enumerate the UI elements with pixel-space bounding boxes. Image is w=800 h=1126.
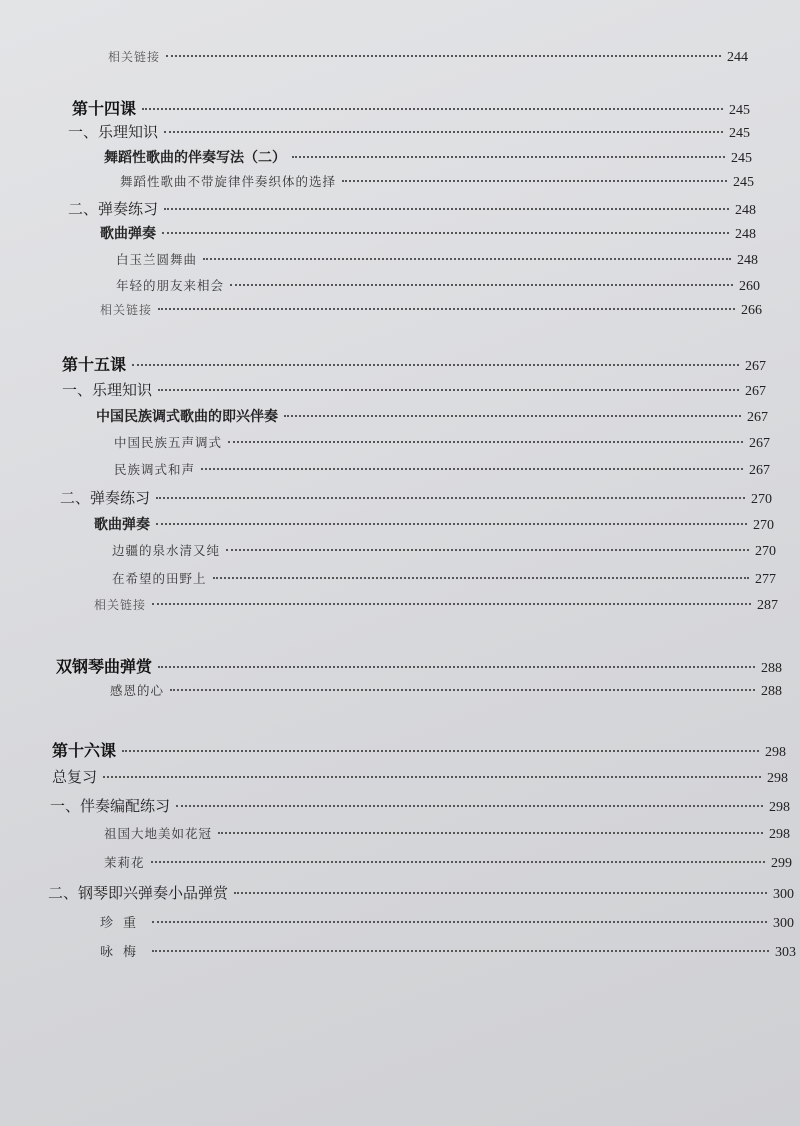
toc-entry-page: 298 (765, 745, 786, 760)
toc-entry-page: 267 (747, 410, 768, 425)
toc-entry (114, 460, 770, 479)
toc-entry-title: 双钢琴曲弹赏 (56, 657, 153, 676)
toc-entry (94, 514, 774, 534)
toc-entry (112, 541, 776, 560)
toc-entry-title: 二、钢琴即兴弹奏小品弹赏 (48, 884, 229, 902)
toc-entry-title: 感恩的心 (110, 683, 165, 698)
toc-entry-title: 一、伴奏编配练习 (50, 797, 171, 815)
toc-entry-page: 266 (741, 303, 762, 318)
toc-entry-page: 277 (755, 572, 776, 587)
toc-entry-title: 相关链接 (100, 303, 153, 317)
toc-entry (116, 276, 760, 295)
dot-leader (164, 208, 729, 210)
toc-entry (62, 352, 766, 375)
toc-entry (104, 824, 790, 843)
toc-entry-page: 245 (729, 103, 750, 118)
toc-entry-title: 第十五课 (62, 355, 127, 374)
toc-entry-page: 298 (767, 771, 788, 786)
toc-entry (114, 433, 770, 452)
toc-entry-title: 茉莉花 (104, 855, 145, 870)
dot-leader (218, 832, 763, 834)
dot-leader (234, 892, 767, 894)
toc-entry-page: 248 (735, 227, 756, 242)
toc-entry-title: 中国民族五声调式 (114, 435, 223, 450)
toc-entry (48, 882, 794, 903)
dot-leader (292, 156, 725, 158)
toc-entry-page: 303 (775, 945, 796, 960)
toc-entry (120, 172, 754, 191)
dot-leader (158, 308, 735, 310)
toc-entry (100, 912, 794, 932)
toc-entry (100, 941, 796, 961)
dot-leader (164, 131, 723, 133)
toc-entry (72, 96, 750, 119)
toc-entry (60, 487, 772, 508)
toc-entry-page: 298 (769, 800, 790, 815)
toc-entry (100, 223, 756, 243)
dot-leader (342, 180, 727, 182)
toc-entry-title: 二、弹奏练习 (60, 489, 151, 507)
toc-entry-title: 第十六课 (52, 741, 117, 760)
toc-entry-title: 舞蹈性歌曲的伴奏写法（二） (104, 150, 286, 166)
toc-entry (116, 250, 758, 269)
toc-entry-page: 299 (771, 856, 792, 871)
toc-entry-page: 288 (761, 684, 782, 699)
toc-entry (52, 766, 788, 787)
dot-leader (152, 950, 769, 952)
toc-entry-page: 267 (749, 463, 770, 478)
toc-entry (52, 738, 786, 761)
dot-leader (151, 861, 765, 863)
dot-leader (156, 523, 747, 525)
toc-entry-page: 248 (737, 253, 758, 268)
toc-entry-page: 287 (757, 598, 778, 613)
toc-entry-page: 245 (731, 151, 752, 166)
dot-leader (156, 497, 745, 499)
toc-entry-title: 相关链接 (94, 598, 147, 612)
toc-entry-title: 在希望的田野上 (112, 571, 207, 586)
dot-leader (170, 689, 755, 691)
dot-leader (166, 55, 721, 57)
toc-entry-page: 270 (751, 492, 772, 507)
dot-leader (201, 468, 743, 470)
toc-entry-title: 珍重 (100, 916, 147, 931)
toc-entry (50, 795, 790, 816)
toc-entry-title: 白玉兰圆舞曲 (116, 252, 198, 267)
dot-leader (228, 441, 743, 443)
toc-entry-title: 舞蹈性歌曲不带旋律伴奏织体的选择 (120, 174, 337, 189)
dot-leader (203, 258, 731, 260)
toc-entry-title: 祖国大地美如花冠 (104, 826, 213, 841)
toc-entry-title: 歌曲弹奏 (94, 517, 150, 533)
toc-entry (68, 198, 756, 219)
toc-entry-title: 边疆的泉水清又纯 (112, 543, 221, 558)
toc-entry (108, 48, 748, 66)
dot-leader (226, 549, 749, 551)
toc-entry-page: 288 (761, 661, 782, 676)
toc-entry (104, 147, 752, 167)
toc-entry-page: 267 (745, 359, 766, 374)
toc-entry (104, 853, 792, 872)
dot-leader (132, 364, 739, 366)
toc-entry-title: 一、乐理知识 (62, 381, 153, 399)
toc-entry-page: 267 (749, 436, 770, 451)
dot-leader (152, 921, 767, 923)
dot-leader (103, 776, 761, 778)
dot-leader (230, 284, 733, 286)
toc-entry-page: 300 (773, 887, 794, 902)
toc-entry (56, 654, 782, 677)
toc-entry-page: 298 (769, 827, 790, 842)
dot-leader (162, 232, 729, 234)
dot-leader (122, 750, 759, 752)
dot-leader (158, 666, 755, 668)
toc-entry-title: 相关链接 (108, 50, 161, 64)
toc-entry-title: 第十四课 (72, 99, 137, 118)
dot-leader (158, 389, 739, 391)
toc-entry-page: 260 (739, 279, 760, 294)
toc-entry (94, 596, 778, 614)
toc-entry-title: 民族调式和声 (114, 462, 196, 477)
toc-entry-title: 咏梅 (100, 945, 147, 960)
toc-entry (112, 569, 776, 588)
toc-entry-title: 中国民族调式歌曲的即兴伴奏 (96, 409, 278, 425)
toc-entry (68, 121, 750, 142)
dot-leader (213, 577, 749, 579)
toc-entry-title: 一、乐理知识 (68, 123, 159, 141)
toc-entry-page: 270 (755, 544, 776, 559)
toc-entry (96, 406, 768, 426)
dot-leader (142, 108, 723, 110)
toc-entry-title: 年轻的朋友来相会 (116, 278, 225, 293)
toc-entry-title: 二、弹奏练习 (68, 200, 159, 218)
toc-entry-title: 总复习 (52, 768, 98, 786)
dot-leader (284, 415, 741, 417)
dot-leader (152, 603, 751, 605)
toc-entry-page: 300 (773, 916, 794, 931)
toc-entry-page: 245 (729, 126, 750, 141)
toc-entry (62, 379, 766, 400)
toc-entry-page: 270 (753, 518, 774, 533)
toc-entry-page: 248 (735, 203, 756, 218)
toc-entry-page: 245 (733, 175, 754, 190)
dot-leader (176, 805, 763, 807)
toc-entry (110, 681, 782, 700)
toc-entry-title: 歌曲弹奏 (100, 226, 156, 242)
toc-entry-page: 244 (727, 50, 748, 65)
toc-entry (100, 301, 762, 319)
toc-entry-page: 267 (745, 384, 766, 399)
